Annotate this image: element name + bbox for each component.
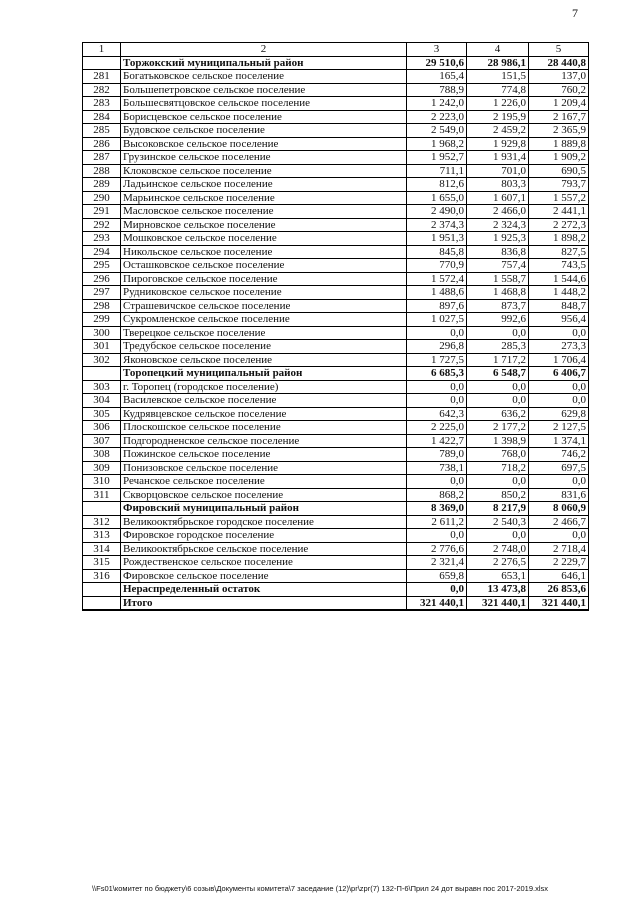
row-number: 291 [83, 205, 121, 219]
row-number: 292 [83, 218, 121, 232]
value-col3: 0,0 [407, 529, 467, 543]
value-col3: 0,0 [407, 326, 467, 340]
value-col4: 701,0 [467, 164, 529, 178]
settlement-name: Яконовское сельское поселение [121, 353, 407, 367]
value-col3: 1 952,7 [407, 151, 467, 165]
table-row [83, 272, 589, 286]
value-col5: 0,0 [529, 394, 589, 408]
value-col5: 1 374,1 [529, 434, 589, 448]
row-number: 304 [83, 394, 121, 408]
table-row [83, 448, 589, 462]
value-col5: 629,8 [529, 407, 589, 421]
value-col5: 137,0 [529, 70, 589, 84]
value-col5: 2 365,9 [529, 124, 589, 138]
table-row [83, 83, 589, 97]
value-col3: 2 225,0 [407, 421, 467, 435]
value-col4: 636,2 [467, 407, 529, 421]
value-col5: 1 889,8 [529, 137, 589, 151]
settlement-name: Грузинское сельское поселение [121, 151, 407, 165]
value-col3: 897,6 [407, 299, 467, 313]
value-col3: 789,0 [407, 448, 467, 462]
row-number: 283 [83, 97, 121, 111]
value-col3: 770,9 [407, 259, 467, 273]
value-col3: 1 655,0 [407, 191, 467, 205]
value-col4: 321 440,1 [467, 596, 529, 610]
row-number: 309 [83, 461, 121, 475]
row-number: 289 [83, 178, 121, 192]
value-col3: 321 440,1 [407, 596, 467, 610]
settlement-name: Великооктябрьское городское поселение [121, 515, 407, 529]
subtotal-row [83, 502, 589, 516]
table-row [83, 380, 589, 394]
value-col5: 1 898,2 [529, 232, 589, 246]
value-col5: 760,2 [529, 83, 589, 97]
settlement-name: Итого [121, 596, 407, 610]
value-col4: 151,5 [467, 70, 529, 84]
table-row [83, 407, 589, 421]
value-col4: 1 925,3 [467, 232, 529, 246]
settlement-name: Марьинское сельское поселение [121, 191, 407, 205]
table-row [83, 353, 589, 367]
value-col3: 2 776,6 [407, 542, 467, 556]
value-col5: 2 441,1 [529, 205, 589, 219]
row-number: 312 [83, 515, 121, 529]
row-number: 294 [83, 245, 121, 259]
header-cell: 4 [467, 43, 529, 57]
value-col5: 697,5 [529, 461, 589, 475]
value-col3: 2 549,0 [407, 124, 467, 138]
settlement-name: Ладьинское сельское поселение [121, 178, 407, 192]
value-col5: 2 229,7 [529, 556, 589, 570]
value-col3: 738,1 [407, 461, 467, 475]
settlement-name: Фировское сельское поселение [121, 569, 407, 583]
table-row [83, 259, 589, 273]
value-col3: 1 422,7 [407, 434, 467, 448]
table-row [83, 191, 589, 205]
row-number: 306 [83, 421, 121, 435]
table-body [83, 43, 589, 611]
value-col5: 273,3 [529, 340, 589, 354]
value-col4: 774,8 [467, 83, 529, 97]
row-number: 305 [83, 407, 121, 421]
row-number: 282 [83, 83, 121, 97]
table-row [83, 394, 589, 408]
settlement-name: Борисцевское сельское поселение [121, 110, 407, 124]
settlement-name: Мошковское сельское поселение [121, 232, 407, 246]
value-col5: 8 060,9 [529, 502, 589, 516]
value-col3: 0,0 [407, 380, 467, 394]
value-col5: 2 167,7 [529, 110, 589, 124]
value-col4: 6 548,7 [467, 367, 529, 381]
value-col5: 26 853,6 [529, 583, 589, 597]
value-col5: 2 466,7 [529, 515, 589, 529]
settlement-name: Василевское сельское поселение [121, 394, 407, 408]
table-row [83, 245, 589, 259]
value-col4: 0,0 [467, 475, 529, 489]
table-row [83, 542, 589, 556]
table-row [83, 232, 589, 246]
value-col5: 743,5 [529, 259, 589, 273]
header-cell: 1 [83, 43, 121, 57]
value-col5: 1 209,4 [529, 97, 589, 111]
value-col4: 768,0 [467, 448, 529, 462]
row-number: 295 [83, 259, 121, 273]
value-col3: 2 374,3 [407, 218, 467, 232]
row-number: 296 [83, 272, 121, 286]
row-number: 285 [83, 124, 121, 138]
value-col3: 0,0 [407, 583, 467, 597]
settlement-name: Тредубское сельское поселение [121, 340, 407, 354]
row-number: 281 [83, 70, 121, 84]
value-col3: 6 685,3 [407, 367, 467, 381]
value-col4: 2 177,2 [467, 421, 529, 435]
value-col3: 812,6 [407, 178, 467, 192]
value-col5: 2 272,3 [529, 218, 589, 232]
settlement-name: Речанское сельское поселение [121, 475, 407, 489]
value-col5: 2 127,5 [529, 421, 589, 435]
value-col5: 0,0 [529, 380, 589, 394]
row-number: 288 [83, 164, 121, 178]
value-col5: 1 448,2 [529, 286, 589, 300]
row-number: 315 [83, 556, 121, 570]
row-number: 287 [83, 151, 121, 165]
table-row [83, 488, 589, 502]
value-col3: 1 488,6 [407, 286, 467, 300]
settlement-name: Мирновское сельское поселение [121, 218, 407, 232]
table-row [83, 434, 589, 448]
row-number: 303 [83, 380, 121, 394]
settlement-name: Тверецкое сельское поселение [121, 326, 407, 340]
value-col4: 285,3 [467, 340, 529, 354]
value-col3: 165,4 [407, 70, 467, 84]
row-number: 284 [83, 110, 121, 124]
settlement-name: Масловское сельское поселение [121, 205, 407, 219]
value-col4: 2 324,3 [467, 218, 529, 232]
value-col3: 2 223,0 [407, 110, 467, 124]
table-row [83, 97, 589, 111]
settlement-name: Богатьковское сельское поселение [121, 70, 407, 84]
file-path-footer: \\Fs01\комитет по бюджету\6 созыв\Документы комитета\7 заседание (12)\pr\zpr(7) 132-П-6\Прил 24 дот выравн пос 2017-2019.xlsx [91, 884, 549, 893]
settlement-name: Осташковское сельское поселение [121, 259, 407, 273]
settlement-name: Рождественское сельское поселение [121, 556, 407, 570]
value-col3: 0,0 [407, 475, 467, 489]
row-number: 314 [83, 542, 121, 556]
value-col3: 296,8 [407, 340, 467, 354]
budget-table [82, 42, 589, 611]
value-col5: 321 440,1 [529, 596, 589, 610]
settlement-name: Большепетровское сельское поселение [121, 83, 407, 97]
value-col3: 29 510,6 [407, 56, 467, 70]
table-row [83, 556, 589, 570]
row-number [83, 596, 121, 610]
table-row [83, 340, 589, 354]
settlement-name: Фировское городское поселение [121, 529, 407, 543]
settlement-name: Высоковское сельское поселение [121, 137, 407, 151]
table-row [83, 178, 589, 192]
value-col4: 0,0 [467, 529, 529, 543]
value-col4: 1 607,1 [467, 191, 529, 205]
value-col3: 2 490,0 [407, 205, 467, 219]
row-number: 301 [83, 340, 121, 354]
settlement-name: Понизовское сельское поселение [121, 461, 407, 475]
value-col4: 850,2 [467, 488, 529, 502]
row-number: 293 [83, 232, 121, 246]
settlement-name: Пироговское сельское поселение [121, 272, 407, 286]
value-col4: 2 195,9 [467, 110, 529, 124]
subtotal-row [83, 583, 589, 597]
table-row [83, 515, 589, 529]
value-col3: 1 727,5 [407, 353, 467, 367]
value-col5: 6 406,7 [529, 367, 589, 381]
subtotal-row [83, 367, 589, 381]
value-col4: 803,3 [467, 178, 529, 192]
value-col3: 2 611,2 [407, 515, 467, 529]
table-row [83, 529, 589, 543]
table-row [83, 70, 589, 84]
value-col3: 1 951,3 [407, 232, 467, 246]
value-col4: 0,0 [467, 394, 529, 408]
row-number [83, 502, 121, 516]
row-number: 290 [83, 191, 121, 205]
page-number: 7 [572, 6, 578, 20]
value-col5: 827,5 [529, 245, 589, 259]
value-col3: 2 321,4 [407, 556, 467, 570]
settlement-name: Нераспределенный остаток [121, 583, 407, 597]
table-row [83, 124, 589, 138]
subtotal-row [83, 56, 589, 70]
value-col4: 653,1 [467, 569, 529, 583]
value-col5: 690,5 [529, 164, 589, 178]
value-col4: 992,6 [467, 313, 529, 327]
value-col5: 0,0 [529, 326, 589, 340]
table-row [83, 137, 589, 151]
value-col5: 956,4 [529, 313, 589, 327]
value-col5: 793,7 [529, 178, 589, 192]
table-row [83, 286, 589, 300]
row-number: 299 [83, 313, 121, 327]
row-number: 311 [83, 488, 121, 502]
settlement-name: Кудрявцевское сельское поселение [121, 407, 407, 421]
row-number: 302 [83, 353, 121, 367]
value-col5: 746,2 [529, 448, 589, 462]
value-col4: 1 398,9 [467, 434, 529, 448]
settlement-name: Рудниковское сельское поселение [121, 286, 407, 300]
table-row [83, 326, 589, 340]
row-number: 310 [83, 475, 121, 489]
value-col4: 2 748,0 [467, 542, 529, 556]
row-number: 307 [83, 434, 121, 448]
header-cell: 3 [407, 43, 467, 57]
value-col3: 868,2 [407, 488, 467, 502]
value-col4: 1 468,8 [467, 286, 529, 300]
table-row [83, 110, 589, 124]
settlement-name: Плоскошское сельское поселение [121, 421, 407, 435]
value-col4: 13 473,8 [467, 583, 529, 597]
value-col4: 836,8 [467, 245, 529, 259]
settlement-name: Будовское сельское поселение [121, 124, 407, 138]
table-row [83, 569, 589, 583]
value-col3: 1 242,0 [407, 97, 467, 111]
value-col5: 646,1 [529, 569, 589, 583]
value-col3: 8 369,0 [407, 502, 467, 516]
value-col4: 1 226,0 [467, 97, 529, 111]
value-col3: 1 572,4 [407, 272, 467, 286]
table-row [83, 475, 589, 489]
value-col4: 718,2 [467, 461, 529, 475]
row-number: 316 [83, 569, 121, 583]
value-col3: 1 968,2 [407, 137, 467, 151]
row-number: 308 [83, 448, 121, 462]
value-col4: 0,0 [467, 326, 529, 340]
row-number: 298 [83, 299, 121, 313]
row-number: 300 [83, 326, 121, 340]
value-col5: 0,0 [529, 529, 589, 543]
settlement-name: Торопецкий муниципальный район [121, 367, 407, 381]
value-col5: 1 544,6 [529, 272, 589, 286]
settlement-name: Скворцовское сельское поселение [121, 488, 407, 502]
row-number [83, 583, 121, 597]
table-row [83, 461, 589, 475]
value-col4: 873,7 [467, 299, 529, 313]
table-row [83, 299, 589, 313]
value-col5: 0,0 [529, 475, 589, 489]
table-row [83, 164, 589, 178]
settlement-name: Подгородненское сельское поселение [121, 434, 407, 448]
header-cell: 2 [121, 43, 407, 57]
value-col4: 2 276,5 [467, 556, 529, 570]
value-col4: 28 986,1 [467, 56, 529, 70]
value-col5: 848,7 [529, 299, 589, 313]
settlement-name: Клоковское сельское поселение [121, 164, 407, 178]
value-col4: 2 540,3 [467, 515, 529, 529]
settlement-name: Торжокский муниципальный район [121, 56, 407, 70]
value-col3: 845,8 [407, 245, 467, 259]
value-col4: 1 558,7 [467, 272, 529, 286]
row-number: 313 [83, 529, 121, 543]
column-number-row [83, 43, 589, 57]
settlement-name: Великооктябрьское сельское поселение [121, 542, 407, 556]
settlement-name: Сукромленское сельское поселение [121, 313, 407, 327]
table-row [83, 151, 589, 165]
value-col3: 659,8 [407, 569, 467, 583]
value-col3: 0,0 [407, 394, 467, 408]
header-cell: 5 [529, 43, 589, 57]
table-row [83, 218, 589, 232]
settlement-name: г. Торопец (городское поселение) [121, 380, 407, 394]
value-col5: 1 909,2 [529, 151, 589, 165]
settlement-name: Страшевичское сельское поселение [121, 299, 407, 313]
value-col5: 1 557,2 [529, 191, 589, 205]
value-col3: 711,1 [407, 164, 467, 178]
table-row [83, 421, 589, 435]
settlement-name: Фировский муниципальный район [121, 502, 407, 516]
row-number: 286 [83, 137, 121, 151]
value-col5: 831,6 [529, 488, 589, 502]
value-col4: 0,0 [467, 380, 529, 394]
table-row [83, 313, 589, 327]
value-col4: 1 931,4 [467, 151, 529, 165]
settlement-name: Большесвятцовское сельское поселение [121, 97, 407, 111]
value-col4: 8 217,9 [467, 502, 529, 516]
value-col3: 788,9 [407, 83, 467, 97]
value-col5: 1 706,4 [529, 353, 589, 367]
table-row [83, 205, 589, 219]
value-col5: 28 440,8 [529, 56, 589, 70]
value-col4: 757,4 [467, 259, 529, 273]
value-col4: 2 459,2 [467, 124, 529, 138]
row-number [83, 56, 121, 70]
settlement-name: Никольское сельское поселение [121, 245, 407, 259]
value-col3: 1 027,5 [407, 313, 467, 327]
row-number: 297 [83, 286, 121, 300]
value-col5: 2 718,4 [529, 542, 589, 556]
row-number [83, 367, 121, 381]
value-col4: 2 466,0 [467, 205, 529, 219]
value-col4: 1 929,8 [467, 137, 529, 151]
value-col3: 642,3 [407, 407, 467, 421]
settlement-name: Пожинское сельское поселение [121, 448, 407, 462]
value-col4: 1 717,2 [467, 353, 529, 367]
subtotal-row [83, 596, 589, 610]
